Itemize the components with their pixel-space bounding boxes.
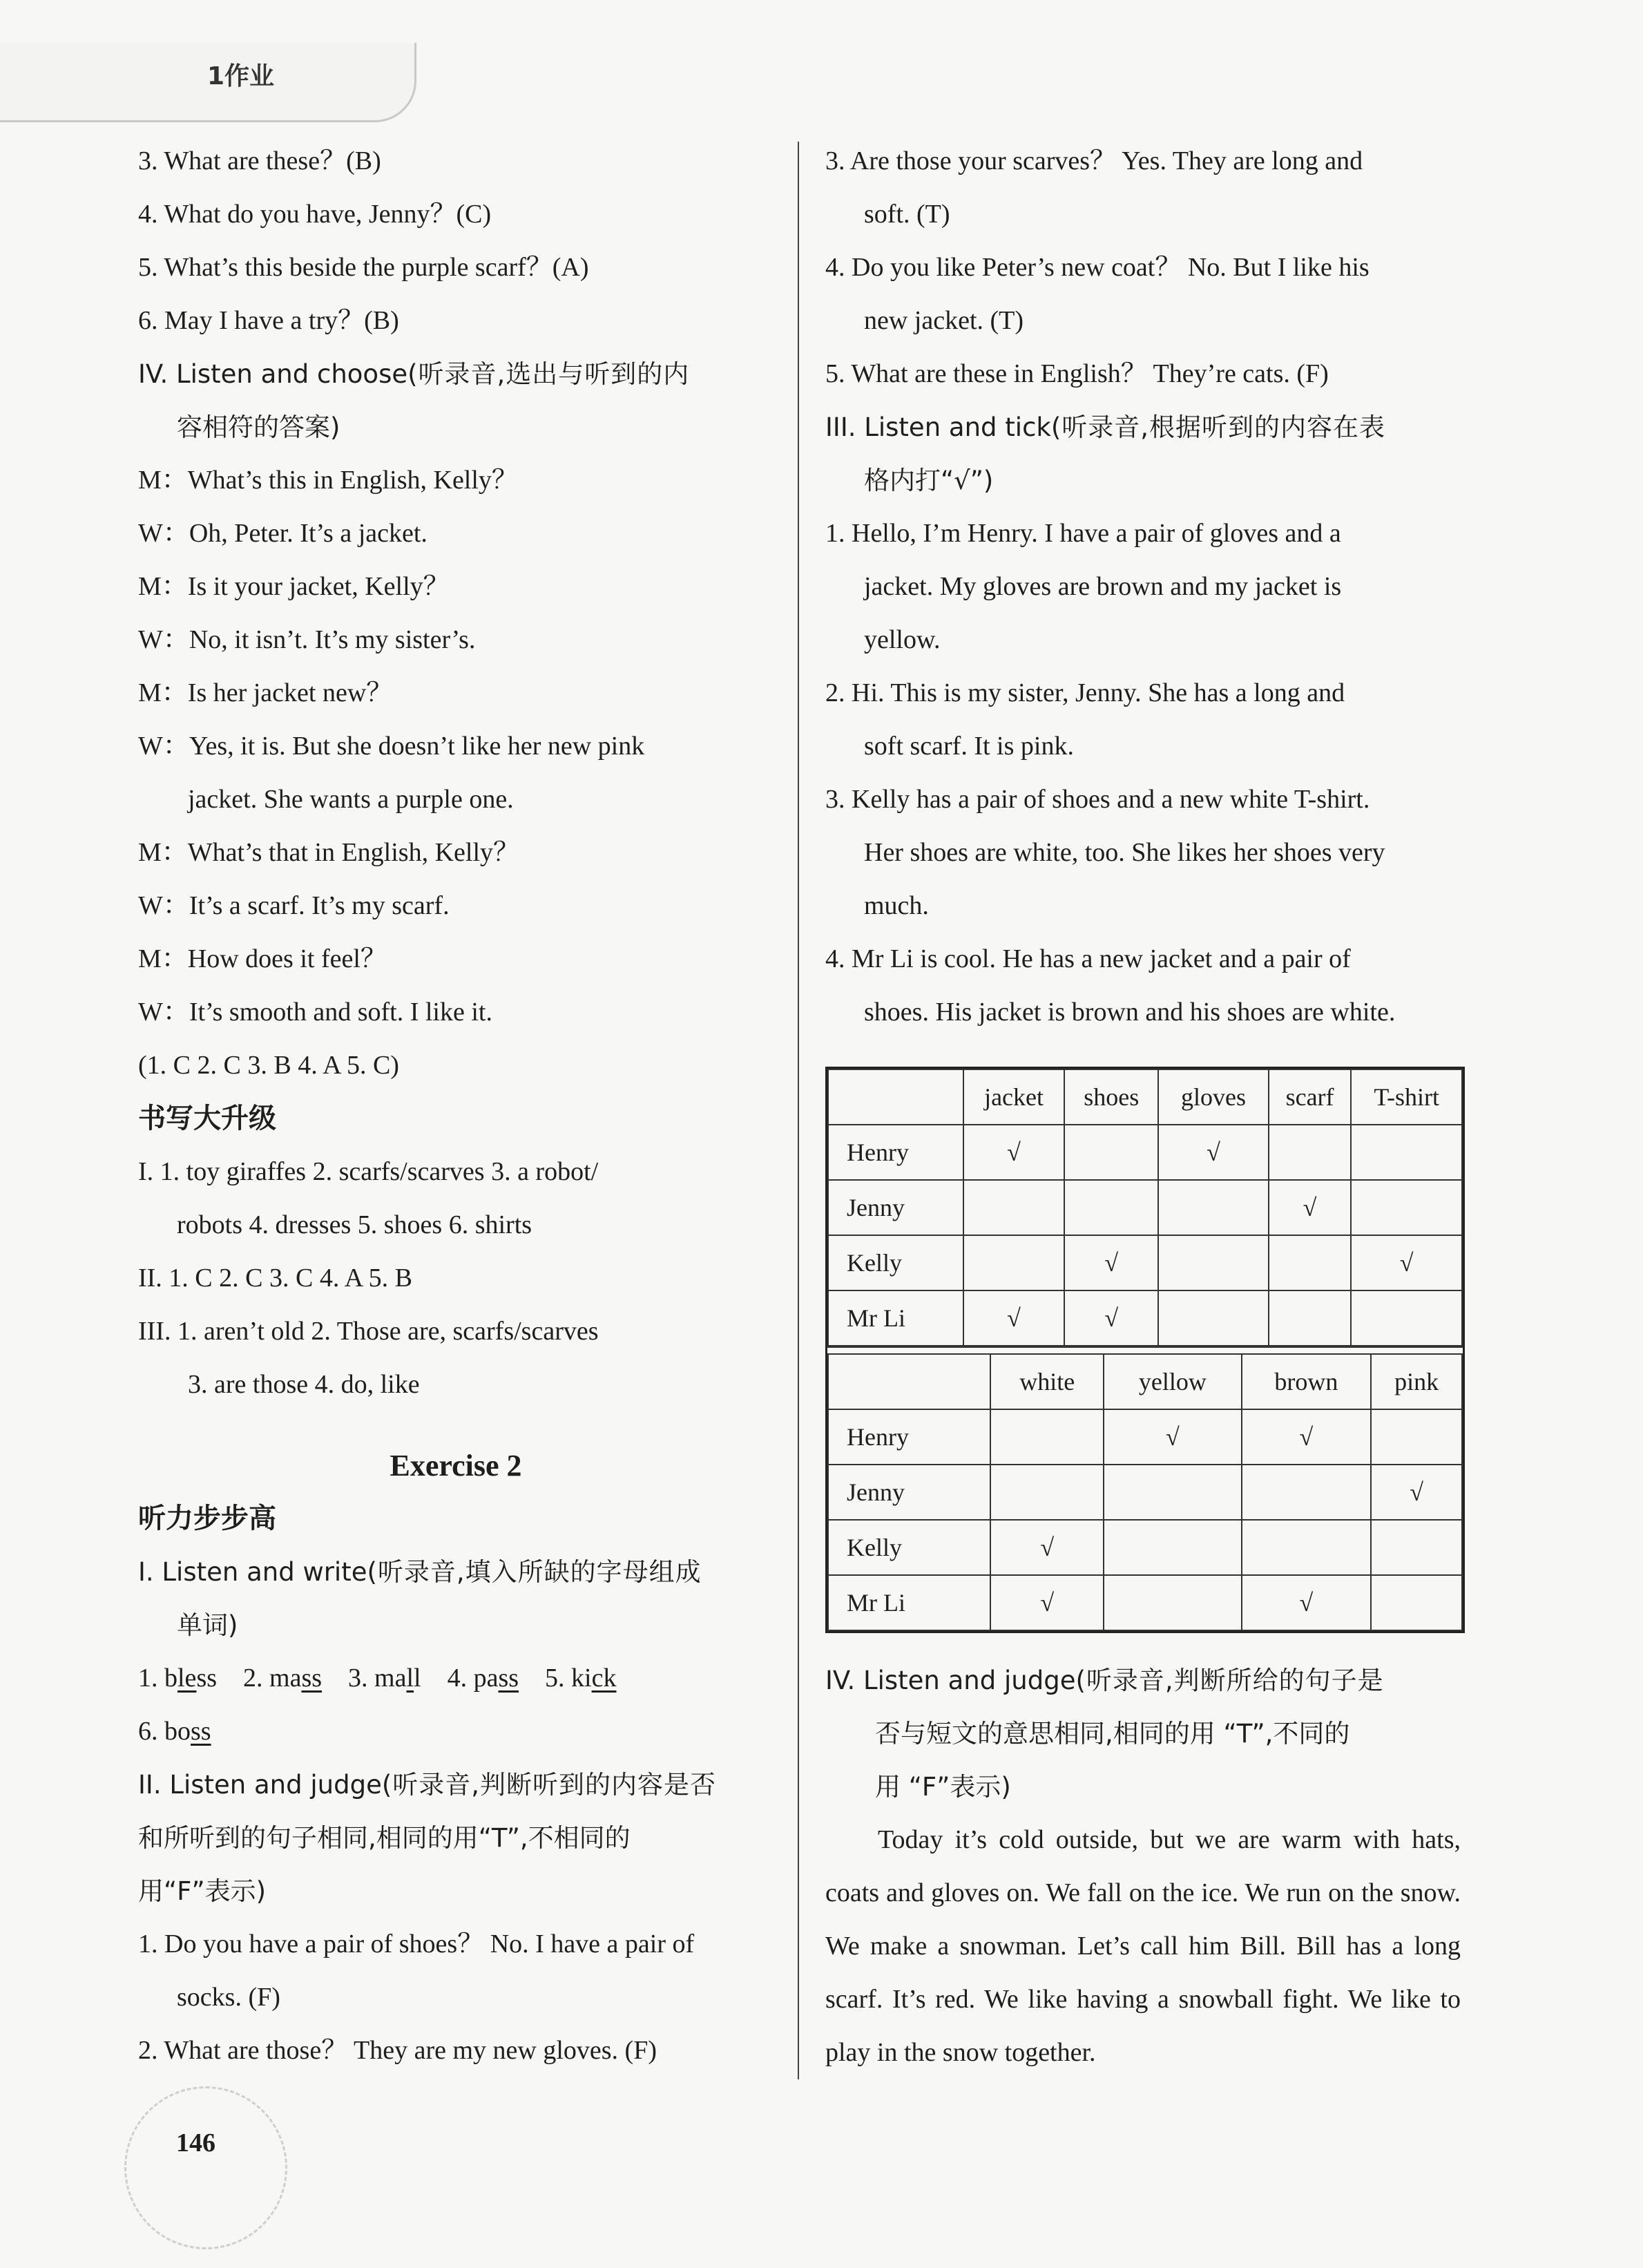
table-cell: √ [1351,1235,1462,1290]
judge-line: 4. Do you like Peter’s new coat？ No. But I like his [825,253,1370,282]
table-cell [1104,1520,1242,1575]
table-header-cell: T-shirt [1351,1069,1462,1125]
judge-line: 5. What are these in English？ They’re cats. (F) [825,359,1329,388]
answer-line: 4. What do you have, Jenny？(C) [138,200,492,229]
table-header-row [828,1069,1462,1125]
writing-line: II. 1. C 2. C 3. C 4. A 5. B [138,1264,412,1293]
table-cell [1371,1575,1462,1630]
judge-line: 2. What are those？ They are my new gloves. (F) [138,2036,657,2065]
table-row [828,1520,1462,1575]
listening-heading: 听力步步高 [138,1503,276,1534]
tick-text-line: 1. Hello, I’m Henry. I have a pair of gloves and a [825,519,1341,548]
table-cell [1104,1575,1242,1630]
table-cell: √ [1371,1465,1462,1520]
section-iv-heading: IV. Listen and choose(听录音,选出与听到的内 [138,359,690,389]
column-divider [798,142,799,2079]
table-header-row [828,1354,1462,1409]
table-row [828,1125,1462,1180]
answer-key: (1. C 2. C 3. B 4. A 5. C) [138,1051,399,1080]
table-row [828,1465,1462,1520]
dialogue-line: W：It’s a scarf. It’s my scarf. [138,891,450,920]
section-iii-heading: III. Listen and tick(听录音,根据听到的内容在表 [825,412,1386,442]
table-cell: √ [963,1290,1064,1346]
tick-text-line: jacket. My gloves are brown and my jacket is [864,572,1342,601]
row-label: Kelly [828,1235,963,1290]
section-ii-heading-cont: 用“F”表示) [138,1876,267,1906]
table-cell [1269,1125,1352,1180]
table-cell: √ [1104,1409,1242,1465]
table-cell [1351,1290,1462,1346]
left-column [138,135,774,2077]
table-cell [1269,1235,1352,1290]
table-separator [827,1346,1463,1353]
table-header-cell [828,1354,990,1409]
table-header-cell: yellow [1104,1354,1242,1409]
tick-text-line: 3. Kelly has a pair of shoes and a new white T-shirt. [825,785,1370,814]
dialogue-line: M：Is her jacket new？ [138,678,393,707]
dialogue-line: W：No, it isn’t. It’s my sister’s. [138,625,476,654]
table-header-cell: jacket [963,1069,1064,1125]
table-header-cell: shoes [1064,1069,1158,1125]
section-ii-heading: II. Listen and judge(听录音,判断听到的内容是否 [138,1770,717,1800]
row-label: Mr Li [828,1290,963,1346]
table-row [828,1290,1462,1346]
row-label: Jenny [828,1180,963,1235]
table-cell [1242,1520,1372,1575]
table-cell [1064,1180,1158,1235]
row-label: Kelly [828,1520,990,1575]
answer-line: 5. What’s this beside the purple scarf？(A) [138,253,589,282]
dialogue-line: W：Yes, it is. But she doesn’t like her new pink [138,732,645,761]
table-cell: √ [1158,1125,1268,1180]
table-cell: √ [1064,1290,1158,1346]
tick-text-line: 4. Mr Li is cool. He has a new jacket and a pair of [825,944,1351,973]
page-number: 146 [176,2128,215,2157]
clothes-table [827,1069,1463,1346]
table-cell [990,1465,1104,1520]
table-cell [1371,1520,1462,1575]
dialogue-line: W：It’s smooth and soft. I like it. [138,998,492,1027]
table-cell [963,1235,1064,1290]
table-row [828,1180,1462,1235]
tick-tables [825,1067,1465,1633]
table-cell [1269,1290,1352,1346]
row-label: Henry [828,1125,963,1180]
answer-line: 6. May I have a try？(B) [138,306,399,335]
table-cell [1158,1180,1268,1235]
tick-text-line: soft scarf. It is pink. [864,732,1074,761]
section-iv-right-heading-cont: 用 “F”表示) [875,1772,1011,1802]
table-cell: √ [1269,1180,1352,1235]
table-cell [1351,1180,1462,1235]
colours-table [827,1353,1463,1631]
writing-heading: 书写大升级 [138,1103,276,1134]
judge-line: soft. (T) [864,200,950,229]
row-label: Jenny [828,1465,990,1520]
row-label: Mr Li [828,1575,990,1630]
table-row [828,1409,1462,1465]
section-i-heading-cont: 单词) [177,1610,238,1640]
table-header-cell: white [990,1354,1104,1409]
section-iv-right-heading: IV. Listen and judge(听录音,判断所给的句子是 [825,1666,1384,1695]
writing-line: robots 4. dresses 5. shoes 6. shirts [177,1210,532,1239]
tick-text-line: much. [864,891,929,920]
tick-text-line: shoes. His jacket is brown and his shoes are white. [864,998,1396,1027]
header-title: 1作业 [207,62,275,90]
section-iii-heading-cont: 格内打“√”) [864,466,994,495]
table-cell: √ [1242,1409,1372,1465]
dialogue-line: M：Is it your jacket, Kelly？ [138,572,450,601]
table-cell [990,1409,1104,1465]
word-answers: 6. boss [138,1717,211,1746]
table-cell: √ [1242,1575,1372,1630]
judge-line: 1. Do you have a pair of shoes？ No. I have a pair of [138,1929,695,1959]
row-label: Henry [828,1409,990,1465]
section-iv-right-heading-cont: 否与短文的意思相同,相同的用 “T”,不同的 [875,1719,1350,1748]
table-header-cell [828,1069,963,1125]
writing-line: I. 1. toy giraffes 2. scarfs/scarves 3. a robot/ [138,1157,599,1186]
judge-line: new jacket. (T) [864,306,1024,335]
section-ii-heading-cont: 和所听到的句子相同,相同的用“T”,不相同的 [138,1823,631,1853]
table-cell: √ [990,1520,1104,1575]
word-answers: 1. bless 2. mass 3. mall 4. pass 5. kick [138,1664,617,1693]
tick-text-line: 2. Hi. This is my sister, Jenny. She has a long and [825,678,1345,707]
exercise-title: Exercise 2 [390,1449,522,1483]
dialogue-line: M：What’s this in English, Kelly？ [138,466,518,495]
table-cell [1351,1125,1462,1180]
table-row [828,1575,1462,1630]
table-cell: √ [990,1575,1104,1630]
writing-line: 3. are those 4. do, like [188,1370,420,1399]
passage: Today it’s cold outside, but we are warm with hats, coats and gloves on. We fall on the ice. We run on the snow. We make a snowman. Let’s call him Bill. Bill has a long scarf. It’s red. We like having a snowball fight. We like to play in the snow together. [825,1825,1461,2067]
answer-line: 3. What are these？(B) [138,146,381,175]
judge-line: socks. (F) [177,1983,280,2012]
table-header-cell: pink [1371,1354,1462,1409]
writing-line: III. 1. aren’t old 2. Those are, scarfs/scarves [138,1317,599,1346]
table-cell [1242,1465,1372,1520]
table-cell [1158,1235,1268,1290]
dialogue-line: M：How does it feel？ [138,944,387,973]
table-row [828,1235,1462,1290]
table-cell [1371,1409,1462,1465]
table-cell [963,1180,1064,1235]
table-header-cell: gloves [1158,1069,1268,1125]
table-cell [1158,1290,1268,1346]
dialogue-line: W：Oh, Peter. It’s a jacket. [138,519,427,548]
judge-line: 3. Are those your scarves？ Yes. They are long and [825,146,1363,175]
right-column [825,135,1461,2079]
table-cell: √ [1064,1235,1158,1290]
dialogue-line: jacket. She wants a purple one. [188,785,514,814]
table-cell [1104,1465,1242,1520]
section-iv-heading-cont: 容相符的答案) [177,412,340,442]
tick-text-line: Her shoes are white, too. She likes her shoes very [864,838,1385,867]
table-header-cell: brown [1242,1354,1372,1409]
table-cell [1064,1125,1158,1180]
sun-decoration [124,2086,287,2249]
tick-text-line: yellow. [864,625,941,654]
table-header-cell: scarf [1269,1069,1352,1125]
dialogue-line: M：What’s that in English, Kelly？ [138,838,520,867]
table-cell: √ [963,1125,1064,1180]
section-i-heading: I. Listen and write(听录音,填入所缺的字母组成 [138,1557,702,1587]
